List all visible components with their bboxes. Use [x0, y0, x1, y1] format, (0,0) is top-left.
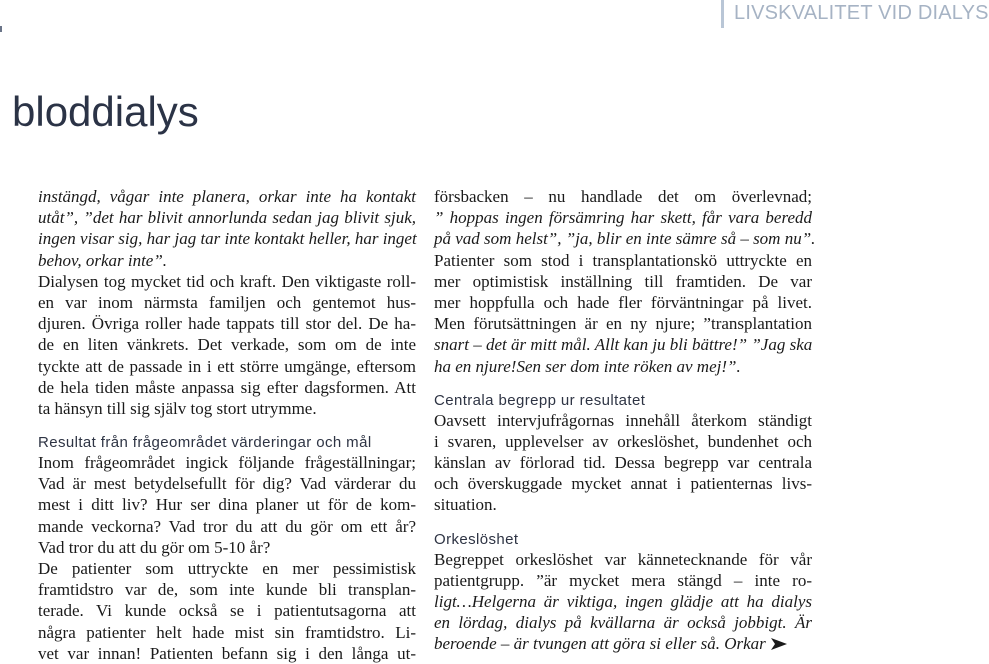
text-line: en lördag, dialys på kvällarna är också jobbigt. Är — [434, 613, 812, 633]
text-line: försbacken – nu handlade det om överlevnad; — [434, 187, 812, 206]
section-heading: Resultat från frågeområdet värderingar och mål — [38, 434, 372, 452]
paragraph — [38, 271, 416, 419]
text-line: Vad tror du att du gör om 5-10 år? — [38, 537, 271, 557]
text-line: några patienter helt hade mist sin framtidstro. Li- — [38, 622, 416, 642]
text-line: känslan av förlorad tid. Dessa begrepp var centrala — [434, 453, 812, 473]
text-line: snart – det är mitt mål. Allt kan ju bli bättre!” ”Jag ska — [434, 335, 813, 355]
text-line: Men förutsättningen är en ny njure; ”transplantation — [434, 314, 812, 334]
text-line: mande veckorna? Vad tror du att du gör om ett år? — [38, 516, 416, 536]
text-line: i svaren, upplevelser av orkeslöshet, bundenhet och — [434, 431, 812, 451]
text-line: ta hänsyn till sig själv tog stort utrymme. — [38, 398, 317, 418]
text-line: tyckte att de passade in i ett större umgänge, eftersom — [38, 356, 416, 376]
text-line: de en liten vänkrets. Det verkade, som om de inte — [38, 335, 416, 355]
paragraph — [38, 452, 416, 664]
text-line: mer hoppfulla och hade fler förväntningar på livet. — [434, 292, 812, 312]
paragraph — [434, 410, 812, 516]
running-head: LIVSKVALITET VID DIALYS — [734, 2, 989, 24]
text-line: behov, orkar inte”. — [38, 250, 168, 270]
text-line: situation. — [434, 495, 497, 515]
paragraph — [434, 549, 812, 655]
page-title: bloddialys — [12, 88, 199, 135]
text-line: vet var innan! Patienten befann sig i den långa ut- — [38, 643, 416, 663]
text-line: Begreppet orkeslöshet var kännetecknande för vår — [434, 549, 812, 569]
section-heading: Orkeslöshet — [434, 530, 519, 548]
text-line: och överskuggade mycket annat i patienternas livs- — [434, 474, 812, 494]
section-heading: Centrala begrepp ur resultatet — [434, 391, 646, 409]
left-column — [38, 186, 416, 664]
header-rule — [721, 0, 724, 28]
intro-paragraph — [38, 186, 416, 271]
text-line: ligt…Helgerna är viktiga, ingen glädje att ha dialys — [434, 592, 812, 611]
text-line: terade. Vi kunde också se i patientutsagorna att — [38, 601, 416, 621]
text-line: utåt”, ”det har blivit annorlunda sedan jag blivit sjuk, — [38, 208, 416, 228]
text-line: De patienter som uttryckte en mer pessimistisk — [38, 559, 416, 578]
text-line: framtidstro var de, som inte kunde bli transplan- — [38, 580, 416, 600]
text-line: mer optimistisk inställning till framtiden. De var — [434, 271, 812, 291]
text-line: Vad är mest betydelsefullt för dig? Vad värderar du — [38, 474, 416, 494]
continue-arrow-icon — [770, 633, 788, 654]
text-line: ” hoppas ingen försämring har skett, får vara beredd — [434, 208, 812, 228]
text-line-content: beroende – är tvungen att göra si eller så. Orkar — [434, 634, 766, 654]
text-line: Oavsett intervjufrågornas innehåll återkom ständigt — [434, 410, 812, 430]
text-line: Inom frågeområdet ingick följande frågeställningar; — [38, 453, 416, 473]
text-line: ingen visar sig, har jag tar inte kontakt heller, har inget — [38, 229, 417, 249]
text-line: mest i ditt liv? Hur ser dina planer ut för de kom- — [38, 495, 416, 515]
paragraph — [434, 186, 816, 377]
text-line-last — [434, 633, 812, 654]
text-line: Dialysen tog mycket tid och kraft. Den viktigaste roll- — [38, 271, 416, 291]
text-line: patientgrupp. ”är mycket mera stängd – inte ro- — [434, 570, 812, 590]
corner-mark — [0, 26, 2, 32]
text-line: en var inom närmsta familjen och gentemot hus- — [38, 292, 416, 312]
text-line: Patienter som stod i transplantationskö uttryckte en — [434, 250, 812, 270]
text-line: de hela tiden måste anpassa sig efter dagsformen. Att — [38, 377, 416, 397]
text-line: instängd, vågar inte planera, orkar inte ha kontakt — [38, 187, 416, 206]
text-line: ha en njure!Sen ser dom inte röken av mej!”. — [434, 356, 741, 376]
text-line: djuren. Övriga roller hade tappats till stor del. De ha- — [38, 314, 416, 334]
right-column — [434, 186, 816, 655]
text-line: på vad som helst”, ”ja, blir en inte sämre så – som nu”. — [434, 229, 816, 249]
